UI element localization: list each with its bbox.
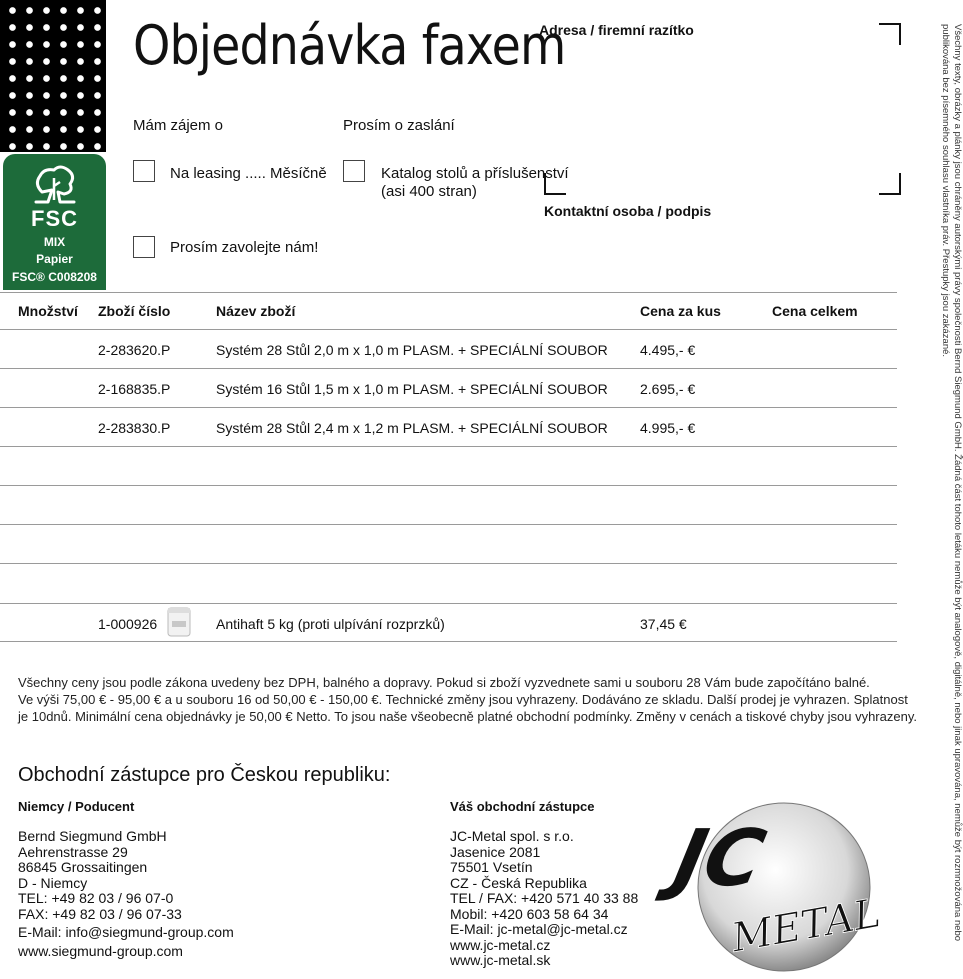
address-box-corner [879,23,901,45]
dealer-heading: Váš obchodní zástupce [450,799,595,814]
page-title: Objednávka faxem [133,14,566,77]
product-bucket-icon [164,605,194,639]
contact-label: Kontaktní osoba / podpis [544,203,712,219]
fsc-logo [3,154,106,290]
call-label: Prosím zavolejte nám! [170,239,319,256]
address-line: Aehrenstrasse 29 [18,843,128,860]
address-line: Mobil: +420 603 58 64 34 [450,905,609,922]
table-divider [0,524,897,525]
row-number: 2-283830.P [98,420,171,436]
address-line: JC-Metal spol. s r.o. [450,828,574,844]
terms-line: Všechny ceny jsou podle zákona uvedeny bez DPH, balného a dopravy. Pokud si zboží vyzvednete sami u souboru 28 Vám bude započítáno balné. [18,675,870,690]
copyright-note: Všechny texty, obrázky a plánky jsou chráněny autorskými právy společnosti Bernd Siegmund GmbH. Žádná část tohoto letáku nemůže být analogově, digitálně, nebo jinak upravována, nemůže být rozmnožována nebo publikována bez písemného souhlasu vlastníka práv. Přestupky jsou zakázané. [940,24,963,942]
address-line: TEL / FAX: +420 571 40 33 88 [450,890,639,906]
catalog-label-sub: (asi 400 stran) [381,183,477,200]
row-number: 1-000926 [98,616,158,632]
address-line: 86845 Grossaitingen [18,859,148,875]
address-line: CZ - Česká Republika [450,874,587,891]
website-link[interactable]: www.jc-metal.cz [450,936,551,953]
table-divider [0,368,897,369]
dealer-address [450,829,638,969]
website-link[interactable]: www.jc-metal.sk [450,952,551,968]
terms-line: Ve výši 75,00 € - 95,00 € a u souboru 16 od 50,00 € - 150,00 €. Technické změny jsou vyhrazeny. Dodáváno ze skladu. Další prodej je vyhrazen. Splatnost [18,692,908,707]
address-line: D - Niemcy [18,874,88,891]
row-price: 4.995,- € [640,420,696,436]
col-header-unit-price: Cena za kus [640,303,721,319]
table-divider [0,641,897,642]
terms-line: je 10dnů. Minimální cena objednávky je 50,00 € Netto. To jsou naše všeobecně platné obchodní podmínky. Změny v cenách a tiskové chyby jsou vyhrazeny. [18,709,917,724]
email-link[interactable]: E-Mail: jc-metal@jc-metal.cz [450,921,628,937]
terms-notes [18,674,917,725]
leasing-checkbox[interactable] [133,160,155,182]
leasing-label: Na leasing ..... Měsíčně [170,165,327,182]
row-number: 2-168835.P [98,381,171,397]
col-header-number: Zboží číslo [98,303,171,319]
call-checkbox[interactable] [133,236,155,258]
fsc-code: FSC® C008208 [12,270,97,284]
catalog-checkbox[interactable] [343,160,365,182]
producer-heading: Niemcy / Poducent [18,799,135,814]
table-divider [0,292,897,293]
table-divider [0,563,897,564]
row-name: Systém 28 Stůl 2,0 m x 1,0 m PLASM. + SPECIÁLNÍ SOUBOR [216,342,608,358]
address-line: Jasenice 2081 [450,843,541,860]
address-line: FAX: +49 82 03 / 96 07-33 [18,905,182,922]
email-link[interactable]: E-Mail: info@siegmund-group.com [18,924,234,940]
catalog-label: Katalog stolů a příslušenství [381,165,569,182]
fsc-mix: MIX [43,235,66,249]
table-divider [0,603,897,604]
address-label: Adresa / firemní razítko [539,22,694,38]
row-price: 2.695,- € [640,381,696,397]
address-line: 75501 Vsetín [450,859,533,875]
fsc-tree-icon [30,162,80,208]
producer-address [18,829,234,959]
logo-text-top: JC [666,812,773,904]
address-line: TEL: +49 82 03 / 96 07-0 [18,890,174,906]
row-name: Antihaft 5 kg (proti ulpívání rozprzků) [216,616,445,632]
address-box-corner [879,173,901,195]
representative-title: Obchodní zástupce pro Českou republiku: [18,764,391,786]
website-link[interactable]: www.siegmund-group.com [18,942,183,959]
table-divider [0,329,897,330]
send-label: Prosím o zaslání [343,117,455,134]
row-name: Systém 16 Stůl 1,5 m x 1,0 m PLASM. + SPECIÁLNÍ SOUBOR [216,381,608,397]
fsc-label: FSC [31,206,78,231]
jc-metal-logo [666,795,884,975]
address-line: Bernd Siegmund GmbH [18,828,167,844]
table-divider [0,407,897,408]
row-price: 37,45 € [640,616,687,632]
interest-label: Mám zájem o [133,117,224,134]
row-number: 2-283620.P [98,342,171,358]
row-name: Systém 28 Stůl 2,4 m x 1,2 m PLASM. + SPECIÁLNÍ SOUBOR [216,420,608,436]
row-price: 4.495,- € [640,342,696,358]
table-divider [0,485,897,486]
col-header-total: Cena celkem [772,303,858,319]
col-header-quantity: Množství [18,303,78,319]
fsc-paper: Papier [36,252,73,266]
logo-text-bottom: METAL [728,890,884,962]
dot-pattern [0,0,106,152]
col-header-name: Název zboží [216,303,296,319]
table-divider [0,446,897,447]
